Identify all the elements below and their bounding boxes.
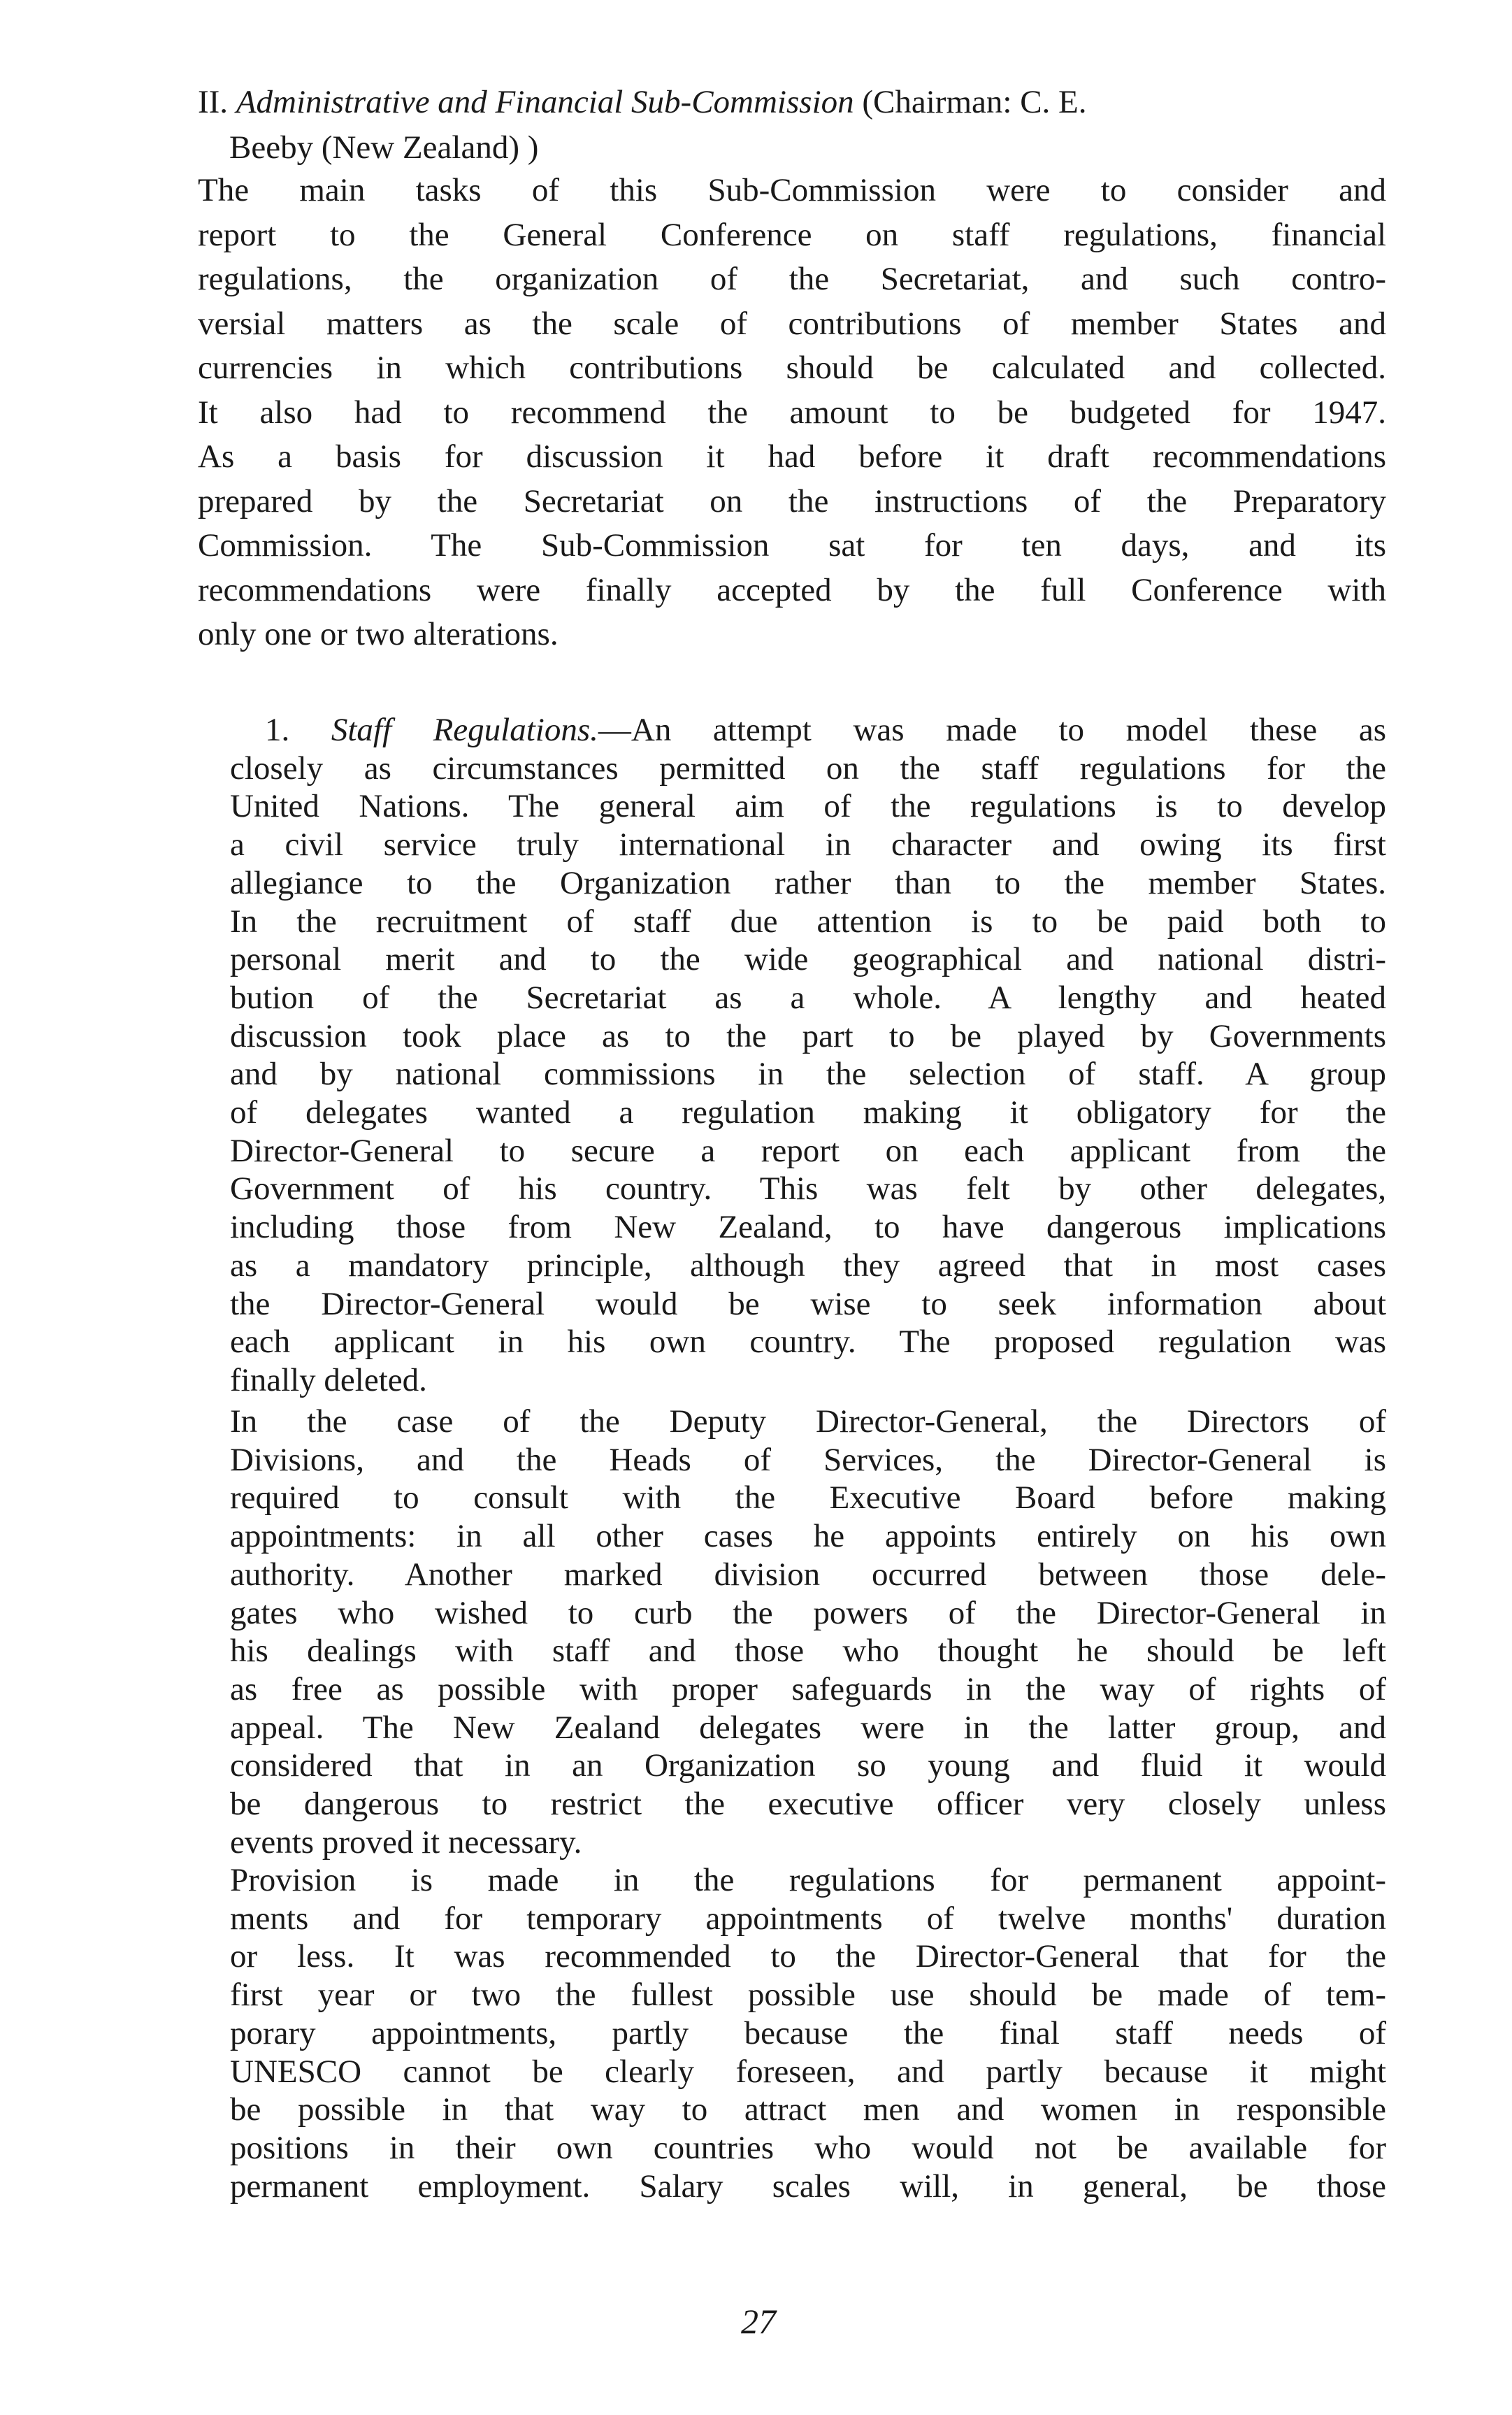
text-line: As a basis for discussion it had before it draft recommendations	[198, 438, 1386, 475]
text-line: versial matters as the scale of contributions of member States and	[198, 305, 1386, 342]
text-line: Commission. The Sub-Commission sat for ten days, and its	[198, 527, 1386, 564]
text-line: events proved it necessary.	[230, 1823, 582, 1861]
text-line: be possible in that way to attract men and women in responsible	[230, 2091, 1386, 2128]
text-line: discussion took place as to the part to be played by Governments	[230, 1017, 1386, 1054]
text-line: report to the General Conference on staff regulations, financial	[198, 216, 1386, 253]
text-line: It also had to recommend the amount to be budgeted for 1947.	[198, 394, 1386, 431]
page-number: 27	[741, 2302, 776, 2341]
text-line: only one or two alterations.	[198, 616, 559, 652]
text-line: or less. It was recommended to the Director-General that for the	[230, 1938, 1386, 1975]
text-line: required to consult with the Executive Board before making	[230, 1479, 1386, 1517]
text-line: closely as circumstances permitted on the staff regulations for the	[230, 750, 1386, 787]
text-line: his dealings with staff and those who thought he should be left	[230, 1633, 1386, 1670]
text-line: a civil service truly international in character and owing its first	[230, 826, 1386, 863]
text-line: as free as possible with proper safeguards in the way of rights of	[230, 1670, 1386, 1707]
text-line: positions in their own countries who would not be available for	[230, 2129, 1386, 2166]
text-line: each applicant in his own country. The proposed regulation was	[230, 1324, 1386, 1361]
text-line: as a mandatory principle, although they agreed that in most cases	[230, 1247, 1386, 1284]
text-line: gates who wished to curb the powers of the Director-General in	[230, 1594, 1386, 1631]
text-line: Director-General to secure a report on each applicant from the	[230, 1132, 1386, 1169]
heading-numeral: II.	[198, 84, 229, 120]
text-line: porary appointments, partly because the final staff needs of	[230, 2014, 1386, 2051]
text-line: currencies in which contributions should be calculated and collected.	[198, 350, 1386, 386]
text-line: Divisions, and the Heads of Services, the Director-General is	[230, 1441, 1386, 1478]
section-first-line-rest: —An attempt was made to model these as	[598, 712, 1386, 748]
text-line: recommendations were finally accepted by the full Conference with	[198, 571, 1386, 608]
text-line: appointments: in all other cases he appoints entirely on his own	[230, 1518, 1386, 1555]
text-line: The main tasks of this Sub-Commission were to consider and	[198, 172, 1386, 208]
text-line	[230, 711, 1386, 750]
text-line: United Nations. The general aim of the regulations is to develop	[230, 788, 1386, 825]
text-line: UNESCO cannot be clearly foreseen, and partly because it might	[230, 2053, 1386, 2090]
text-line: prepared by the Secretariat on the instructions of the Preparatory	[198, 482, 1386, 519]
text-line: ments and for temporary appointments of twelve months' duration	[230, 1900, 1386, 1937]
section-number: 1.	[265, 712, 290, 748]
text-line: permanent employment. Salary scales will, in general, be those	[230, 2167, 1386, 2205]
text-line: Provision is made in the regulations for permanent appoint-	[230, 1862, 1386, 1898]
intro-paragraph	[198, 169, 1386, 657]
heading-title: Administrative and Financial Sub-Commission	[236, 84, 854, 120]
text-line: allegiance to the Organization rather than to the member States.	[230, 864, 1386, 901]
text-line: finally deleted.	[230, 1361, 427, 1398]
text-line: regulations, the organization of the Secretariat, and such contro-	[198, 261, 1386, 297]
text-line: Government of his country. This was felt by other delegates,	[230, 1170, 1386, 1208]
heading-chairman-1: (Chairman: C. E.	[862, 84, 1087, 120]
text-line: In the recruitment of staff due attention is to be paid both to	[230, 903, 1386, 940]
text-line: including those from New Zealand, to have dangerous implications	[230, 1209, 1386, 1246]
section-heading	[198, 81, 1386, 123]
text-line: In the case of the Deputy Director-General, the Directors of	[230, 1403, 1386, 1440]
deputy-director-paragraph	[230, 1403, 1386, 1861]
text-line: appeal. The New Zealand delegates were in the latter group, and	[230, 1709, 1386, 1746]
text-line: bution of the Secretariat as a whole. A lengthy and heated	[230, 979, 1386, 1016]
text-line: authority. Another marked division occurred between those dele-	[230, 1556, 1386, 1593]
text-line: considered that in an Organization so young and fluid it would	[230, 1747, 1386, 1784]
section-title: Staff Regulations.	[331, 712, 598, 748]
heading-chairman-2: Beeby (New Zealand) )	[229, 129, 539, 166]
text-line: of delegates wanted a regulation making it obligatory for the	[230, 1094, 1386, 1131]
text-line: and by national commissions in the selection of staff. A group	[230, 1056, 1386, 1093]
text-line: first year or two the fullest possible use should be made of tem-	[230, 1977, 1386, 2014]
staff-regulations-paragraph	[230, 711, 1386, 1400]
text-line: be dangerous to restrict the executive officer very closely unless	[230, 1786, 1386, 1823]
appointments-paragraph	[230, 1861, 1386, 2205]
text-line: personal merit and to the wide geographical and national distri-	[230, 941, 1386, 978]
text-line: the Director-General would be wise to seek information about	[230, 1285, 1386, 1322]
